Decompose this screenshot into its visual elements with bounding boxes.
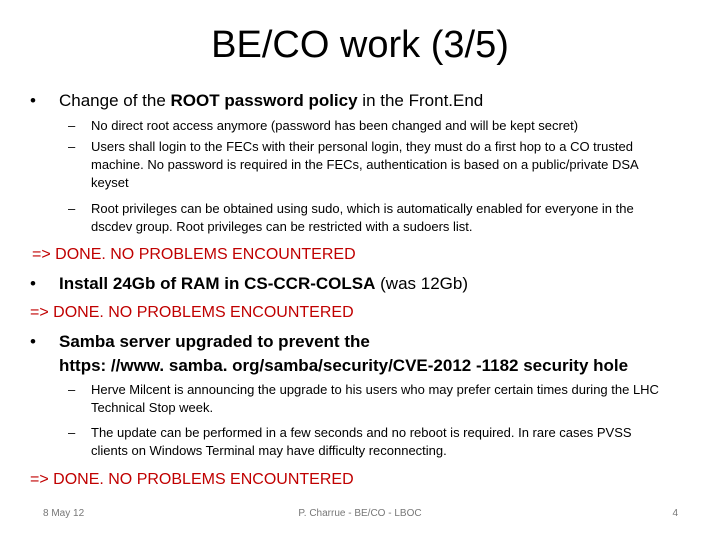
footer-date: 8 May 12	[43, 508, 85, 519]
bullet-icon: •	[30, 332, 36, 351]
bullet-icon: •	[30, 274, 36, 293]
sub-bullet-text: Users shall login to the FECs with their personal login, they must do a first hop to a CO trusted machine. No password is required in the FECs, authentication is based on a public/private DSA keyset	[91, 139, 639, 190]
sub-bullet-text: The update can be performed in a few seconds and no reboot is required. In rare cases PVSS clients on Windows Terminal may have difficulty reconnecting.	[91, 425, 632, 458]
bullet-text-line-2: https: //www. samba. org/samba/security/CVE-2012 -1182 security hole	[59, 356, 629, 375]
bullet-text-suffix: (was 12Gb)	[375, 274, 468, 293]
dash-icon: –	[68, 425, 76, 440]
sub-bullet-text: No direct root access anymore (password has been changed and will be kept secret)	[91, 118, 579, 133]
done-status-text: => DONE. NO PROBLEMS ENCOUNTERED	[30, 304, 354, 321]
bullet-icon: •	[30, 91, 36, 110]
done-status-text: => DONE. NO PROBLEMS ENCOUNTERED	[30, 471, 354, 488]
dash-icon: –	[68, 139, 76, 154]
bullet-item-samba	[30, 331, 690, 377]
footer-author: P. Charrue - BE/CO - LBOC	[298, 508, 422, 519]
bullet-item-root-password	[30, 90, 690, 112]
slide-title: BE/CO work (3/5)	[211, 24, 509, 66]
done-status-text: => DONE. NO PROBLEMS ENCOUNTERED	[32, 246, 356, 263]
bullet-text-line-1: Samba server upgraded to prevent the	[59, 332, 370, 351]
dash-icon: –	[68, 201, 76, 216]
bullet-text-bold: ROOT password policy	[170, 91, 358, 110]
dash-icon: –	[68, 382, 76, 397]
footer-page-number: 4	[672, 508, 678, 519]
bullet-text-prefix: Change of the	[59, 91, 171, 110]
dash-icon: –	[68, 118, 76, 133]
bullet-item-ram	[30, 273, 690, 295]
bullet-text	[59, 90, 483, 112]
bullet-text-suffix: in the Front.End	[357, 91, 484, 110]
sub-bullet-text: Herve Milcent is announcing the upgrade to his users who may prefer certain times during the LHC Technical Stop week.	[91, 382, 659, 415]
bullet-text	[59, 273, 468, 295]
bullet-text-bold: Install 24Gb of RAM in CS-CCR-COLSA	[59, 274, 376, 293]
sub-bullet-text: Root privileges can be obtained using sudo, which is automatically enabled for everyone in the dscdev group. Root privileges can be restricted with a sudoers list.	[91, 201, 634, 234]
